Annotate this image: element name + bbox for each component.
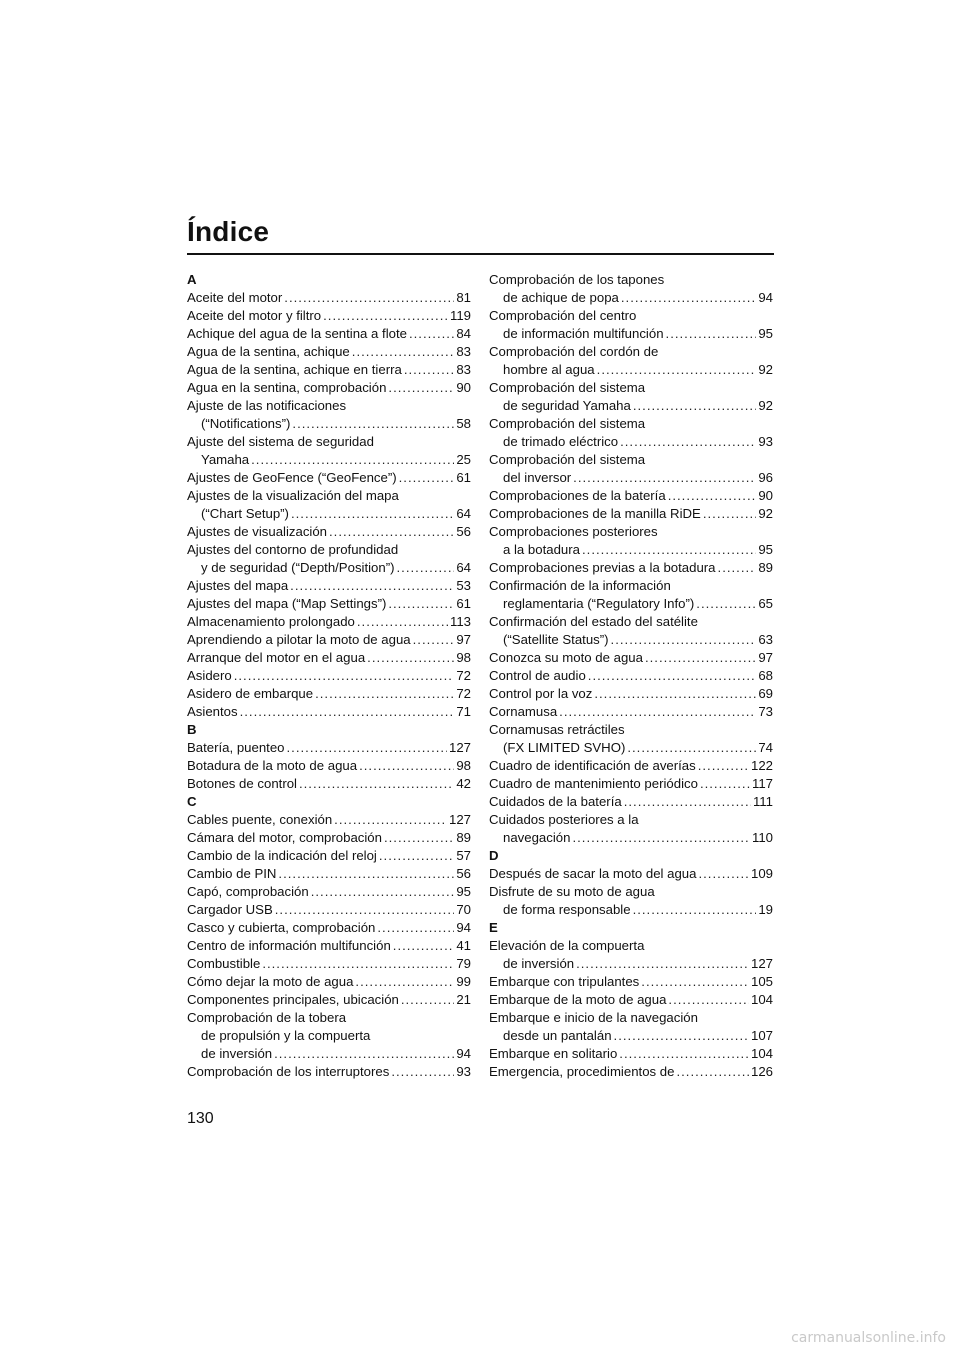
entry-text: Ajustes de visualización — [187, 524, 328, 539]
index-entry — [187, 829, 471, 847]
entry-page: 79 — [456, 956, 471, 971]
dot-leader — [409, 325, 454, 343]
entry-page: 72 — [456, 686, 471, 701]
dot-leader — [262, 955, 454, 973]
entry-page: 61 — [456, 596, 471, 611]
index-entry — [489, 559, 773, 577]
entry-page: 127 — [448, 740, 471, 755]
dot-leader — [334, 811, 447, 829]
dot-leader — [274, 1045, 454, 1063]
index-entry — [489, 577, 773, 613]
entry-text: Centro de información multifunción — [187, 938, 391, 953]
entry-text: de inversión — [201, 1046, 273, 1061]
entry-text: Ajuste de las notificaciones — [187, 398, 347, 413]
entry-page: 57 — [456, 848, 471, 863]
dot-leader — [391, 1063, 454, 1081]
entry-page: 73 — [758, 704, 773, 719]
index-entry — [187, 307, 471, 325]
index-entry — [187, 955, 471, 973]
entry-page: 84 — [456, 326, 471, 341]
dot-leader — [576, 955, 749, 973]
entry-text: Embarque en solitario — [489, 1046, 618, 1061]
entry-page: 83 — [456, 344, 471, 359]
index-entry — [489, 505, 773, 523]
entry-text: Comprobaciones posteriores — [489, 524, 658, 539]
entry-text: Control por la voz — [489, 686, 593, 701]
entry-text: Batería, puenteo — [187, 740, 285, 755]
entry-text: Conozca su moto de agua — [489, 650, 643, 665]
dot-leader — [633, 901, 757, 919]
entry-text: de forma responsable — [503, 902, 631, 917]
entry-page: 56 — [456, 866, 471, 881]
entry-text: Disfrute de su moto de agua — [489, 884, 655, 899]
entry-text: Cuadro de identificación de averías — [489, 758, 696, 773]
dot-leader — [621, 289, 756, 307]
entry-page: 119 — [449, 308, 471, 323]
index-entry — [489, 307, 773, 343]
entry-text: (“Chart Setup”) — [201, 506, 289, 521]
entry-text: Embarque e inicio de la navegación — [489, 1010, 698, 1025]
entry-page: 95 — [758, 542, 773, 557]
entry-page: 64 — [456, 560, 471, 575]
entry-text: Almacenamiento prolongado — [187, 614, 355, 629]
entry-page: 89 — [758, 560, 773, 575]
entry-text: Arranque del motor en el agua — [187, 650, 366, 665]
entry-page: 99 — [456, 974, 471, 989]
entry-page: 41 — [456, 938, 471, 953]
section-letter: C — [187, 794, 197, 809]
dot-leader — [404, 361, 455, 379]
entry-text: Comprobación del sistema — [489, 380, 646, 395]
page-title: Índice — [187, 216, 270, 247]
index-entry — [489, 667, 773, 685]
entry-text: Comprobación del sistema — [489, 416, 646, 431]
entry-page: 126 — [750, 1064, 773, 1079]
index-entry — [489, 721, 773, 757]
entry-text: Aceite del motor y filtro — [187, 308, 322, 323]
index-entry — [489, 523, 773, 559]
entry-text: de trimado eléctrico — [503, 434, 619, 449]
index-entry — [187, 343, 471, 361]
entry-page: 109 — [750, 866, 773, 881]
index-column-left — [187, 271, 471, 1081]
entry-page: 104 — [750, 1046, 773, 1061]
entry-page: 81 — [456, 290, 471, 305]
entry-text: Cables puente, conexión — [187, 812, 333, 827]
entry-text: Comprobaciones previas a la botadura — [489, 560, 716, 575]
dot-leader — [668, 991, 749, 1009]
dot-leader — [315, 685, 454, 703]
dot-leader — [641, 973, 749, 991]
index-entry — [489, 271, 773, 307]
index-entry — [489, 883, 773, 919]
entry-text: Capó, comprobación — [187, 884, 309, 899]
entry-text: Cargador USB — [187, 902, 273, 917]
entry-page: 93 — [758, 434, 773, 449]
entry-text: Componentes principales, ubicación — [187, 992, 399, 1007]
index-entry — [489, 379, 773, 415]
entry-text: Agua en la sentina, comprobación — [187, 380, 387, 395]
entry-page: 89 — [456, 830, 471, 845]
entry-page: 107 — [750, 1028, 773, 1043]
entry-page: 65 — [758, 596, 773, 611]
dot-leader — [698, 865, 749, 883]
entry-text: Ajustes del contorno de profundidad — [187, 542, 399, 557]
entry-text: Comprobación del cordón de — [489, 344, 659, 359]
entry-page: 64 — [456, 506, 471, 521]
dot-leader — [582, 541, 756, 559]
dot-leader — [597, 361, 757, 379]
index-entry — [489, 937, 773, 973]
entry-text: Ajustes de GeoFence (“GeoFence”) — [187, 470, 397, 485]
index-entry — [489, 415, 773, 451]
title-rule — [187, 253, 774, 255]
entry-page: 69 — [758, 686, 773, 701]
index-entry — [187, 325, 471, 343]
index-entry — [489, 613, 773, 649]
dot-leader — [668, 487, 757, 505]
entry-text: de propulsión y la compuerta — [201, 1028, 371, 1043]
entry-text: Comprobaciones de la batería — [489, 488, 666, 503]
dot-leader — [588, 667, 757, 685]
entry-text: Casco y cubierta, comprobación — [187, 920, 376, 935]
entry-text: y de seguridad (“Depth/Position”) — [201, 560, 395, 575]
entry-page: 90 — [758, 488, 773, 503]
dot-leader — [379, 847, 454, 865]
entry-page: 61 — [456, 470, 471, 485]
dot-leader — [624, 793, 751, 811]
entry-text: Comprobación de la tobera — [187, 1010, 347, 1025]
index-entry — [489, 685, 773, 703]
entry-page: 113 — [449, 614, 471, 629]
entry-page: 95 — [456, 884, 471, 899]
dot-leader — [292, 415, 454, 433]
entry-text: Comprobación de los tapones — [489, 272, 665, 287]
dot-leader — [696, 595, 756, 613]
entry-text: Después de sacar la moto del agua — [489, 866, 697, 881]
entry-text: Combustible — [187, 956, 261, 971]
dot-leader — [401, 991, 454, 1009]
dot-leader — [240, 703, 455, 721]
index-entry — [187, 901, 471, 919]
page-number: 130 — [187, 1110, 214, 1127]
dot-leader — [393, 937, 455, 955]
index-entry — [187, 883, 471, 901]
dot-leader — [397, 559, 455, 577]
entry-text: hombre al agua — [503, 362, 595, 377]
index-entry — [489, 451, 773, 487]
entry-text: de información multifunción — [503, 326, 664, 341]
index-entry — [489, 775, 773, 793]
dot-leader — [620, 433, 756, 451]
entry-page: 19 — [758, 902, 773, 917]
index-entry — [187, 685, 471, 703]
index-entry — [187, 811, 471, 829]
entry-page: 71 — [456, 704, 471, 719]
index-entry — [187, 1063, 471, 1081]
index-entry — [187, 433, 471, 469]
index-entry — [187, 379, 471, 397]
entry-text: Asidero — [187, 668, 232, 683]
entry-text: del inversor — [503, 470, 572, 485]
entry-page: 97 — [758, 650, 773, 665]
entry-text: Ajuste del sistema de seguridad — [187, 434, 374, 449]
entry-text: Confirmación del estado del satélite — [489, 614, 698, 629]
entry-text: Cornamusa — [489, 704, 558, 719]
dot-leader — [676, 1063, 749, 1081]
entry-page: 72 — [456, 668, 471, 683]
index-entry — [187, 541, 471, 577]
dot-leader — [278, 865, 454, 883]
entry-text: de achique de popa — [503, 290, 619, 305]
section-letter: B — [187, 722, 197, 737]
index-entry — [489, 487, 773, 505]
dot-leader — [572, 829, 750, 847]
entry-text: Confirmación de la información — [489, 578, 671, 593]
index-entry — [187, 595, 471, 613]
entry-text: Ajustes del mapa — [187, 578, 289, 593]
dot-leader — [352, 343, 455, 361]
watermark: carmanualsonline.info — [791, 1330, 946, 1346]
entry-text: Embarque de la moto de agua — [489, 992, 667, 1007]
section-letter: E — [489, 920, 498, 935]
dot-leader — [311, 883, 455, 901]
entry-page: 25 — [456, 452, 471, 467]
entry-text: Ajustes del mapa (“Map Settings”) — [187, 596, 387, 611]
entry-text: (“Notifications”) — [201, 416, 291, 431]
index-entry — [187, 937, 471, 955]
entry-text: Embarque con tripulantes — [489, 974, 640, 989]
index-entry — [489, 757, 773, 775]
entry-text: Comprobación del centro — [489, 308, 637, 323]
entry-page: 105 — [750, 974, 773, 989]
index-entry — [489, 343, 773, 379]
dot-leader — [573, 469, 756, 487]
index-entry — [187, 973, 471, 991]
entry-text: Asidero de embarque — [187, 686, 314, 701]
entry-page: 74 — [758, 740, 773, 755]
dot-leader — [388, 595, 454, 613]
dot-leader — [627, 739, 756, 757]
dot-leader — [698, 757, 749, 775]
entry-text: navegación — [503, 830, 571, 845]
entry-page: 92 — [758, 506, 773, 521]
dot-leader — [666, 325, 757, 343]
dot-leader — [367, 649, 454, 667]
index-entry — [489, 973, 773, 991]
entry-text: (FX LIMITED SVHO) — [503, 740, 626, 755]
index-entry — [187, 991, 471, 1009]
index-entry — [187, 289, 471, 307]
entry-text: Achique del agua de la sentina a flote — [187, 326, 407, 341]
entry-page: 90 — [456, 380, 471, 395]
entry-text: Cambio de la indicación del reloj — [187, 848, 377, 863]
index-entry — [187, 397, 471, 433]
index-entry — [489, 1045, 773, 1063]
entry-page: 111 — [752, 794, 773, 809]
dot-leader — [388, 379, 454, 397]
dot-leader — [384, 829, 454, 847]
dot-leader — [703, 505, 756, 523]
entry-text: Agua de la sentina, achique — [187, 344, 350, 359]
entry-text: desde un pantalán — [503, 1028, 612, 1043]
entry-page: 92 — [758, 362, 773, 377]
index-entry — [489, 991, 773, 1009]
entry-text: Aceite del motor — [187, 290, 283, 305]
entry-page: 42 — [456, 776, 471, 791]
entry-page: 92 — [758, 398, 773, 413]
entry-text: Cuidados de la batería — [489, 794, 622, 809]
entry-page: 117 — [751, 776, 773, 791]
entry-text: reglamentaria (“Regulatory Info”) — [503, 596, 695, 611]
dot-leader — [290, 577, 454, 595]
index-entry — [187, 667, 471, 685]
dot-leader — [633, 397, 757, 415]
index-entry — [187, 865, 471, 883]
dot-leader — [251, 451, 454, 469]
entry-text: Cámara del motor, comprobación — [187, 830, 382, 845]
dot-leader — [275, 901, 455, 919]
entry-page: 97 — [456, 632, 471, 647]
index-entry — [187, 775, 471, 793]
index-entry — [187, 757, 471, 775]
index-entry — [489, 1009, 773, 1045]
entry-text: Botones de control — [187, 776, 297, 791]
dot-leader — [234, 667, 455, 685]
index-entry — [489, 1063, 773, 1081]
entry-text: Comprobación del sistema — [489, 452, 646, 467]
dot-leader — [614, 1027, 749, 1045]
dot-leader — [299, 775, 454, 793]
entry-text: Cómo dejar la moto de agua — [187, 974, 354, 989]
entry-page: 98 — [456, 758, 471, 773]
dot-leader — [355, 973, 454, 991]
entry-page: 83 — [456, 362, 471, 377]
dot-leader — [611, 631, 757, 649]
dot-leader — [329, 523, 454, 541]
entry-text: Emergencia, procedimientos de — [489, 1064, 675, 1079]
dot-leader — [413, 631, 455, 649]
index-entry — [489, 793, 773, 811]
entry-text: Ajustes de la visualización del mapa — [187, 488, 399, 503]
entry-text: Cuadro de mantenimiento periódico — [489, 776, 698, 791]
entry-text: a la botadura — [503, 542, 580, 557]
entry-page: 21 — [456, 992, 471, 1007]
dot-leader — [357, 613, 448, 631]
entry-page: 122 — [750, 758, 773, 773]
entry-page: 68 — [758, 668, 773, 683]
entry-page: 58 — [456, 416, 471, 431]
entry-text: de seguridad Yamaha — [503, 398, 631, 413]
dot-leader — [700, 775, 750, 793]
dot-leader — [359, 757, 454, 775]
index-entry — [187, 1009, 471, 1063]
entry-text: Agua de la sentina, achique en tierra — [187, 362, 402, 377]
dot-leader — [559, 703, 756, 721]
index-entry — [187, 703, 471, 721]
entry-page: 70 — [456, 902, 471, 917]
index-entry — [187, 523, 471, 541]
entry-page: 93 — [456, 1064, 471, 1079]
dot-leader — [323, 307, 448, 325]
entry-text: Elevación de la compuerta — [489, 938, 645, 953]
entry-text: (“Satellite Status”) — [503, 632, 609, 647]
entry-page: 98 — [456, 650, 471, 665]
entry-text: Cuidados posteriores a la — [489, 812, 639, 827]
entry-text: Cornamusas retráctiles — [489, 722, 625, 737]
index-entry — [187, 919, 471, 937]
index-entry — [187, 613, 471, 631]
index-column-right — [489, 271, 773, 1081]
entry-text: Comprobación de los interruptores — [187, 1064, 390, 1079]
index-entry — [489, 811, 773, 847]
index-entry — [489, 703, 773, 721]
entry-page: 110 — [751, 830, 773, 845]
dot-leader — [594, 685, 756, 703]
entry-page: 127 — [750, 956, 773, 971]
entry-page: 94 — [758, 290, 773, 305]
index-entry — [187, 739, 471, 757]
entry-text: Comprobaciones de la manilla RiDE — [489, 506, 701, 521]
entry-text: de inversión — [503, 956, 575, 971]
entry-text: Yamaha — [201, 452, 250, 467]
entry-page: 104 — [750, 992, 773, 1007]
index-entry — [187, 487, 471, 523]
dot-leader — [291, 505, 454, 523]
index-entry — [187, 469, 471, 487]
section-letter: D — [489, 848, 499, 863]
entry-page: 96 — [758, 470, 773, 485]
dot-leader — [284, 289, 454, 307]
dot-leader — [399, 469, 455, 487]
entry-text: Botadura de la moto de agua — [187, 758, 358, 773]
index-entry — [489, 865, 773, 883]
entry-page: 127 — [448, 812, 471, 827]
dot-leader — [287, 739, 447, 757]
dot-leader — [377, 919, 454, 937]
entry-text: Cambio de PIN — [187, 866, 277, 881]
entry-page: 94 — [456, 1046, 471, 1061]
entry-text: Aprendiendo a pilotar la moto de agua — [187, 632, 411, 647]
section-letter: A — [187, 272, 197, 287]
entry-text: Control de audio — [489, 668, 586, 683]
index-entry — [187, 631, 471, 649]
index-entry — [187, 847, 471, 865]
index-entry — [489, 649, 773, 667]
index-entry — [187, 361, 471, 379]
entry-page: 53 — [456, 578, 471, 593]
index-entry — [187, 577, 471, 595]
entry-page: 56 — [456, 524, 471, 539]
entry-page: 63 — [758, 632, 773, 647]
entry-page: 95 — [758, 326, 773, 341]
entry-page: 94 — [456, 920, 471, 935]
dot-leader — [645, 649, 756, 667]
index-entry — [187, 649, 471, 667]
entry-text: Asientos — [187, 704, 238, 719]
dot-leader — [718, 559, 757, 577]
dot-leader — [619, 1045, 749, 1063]
